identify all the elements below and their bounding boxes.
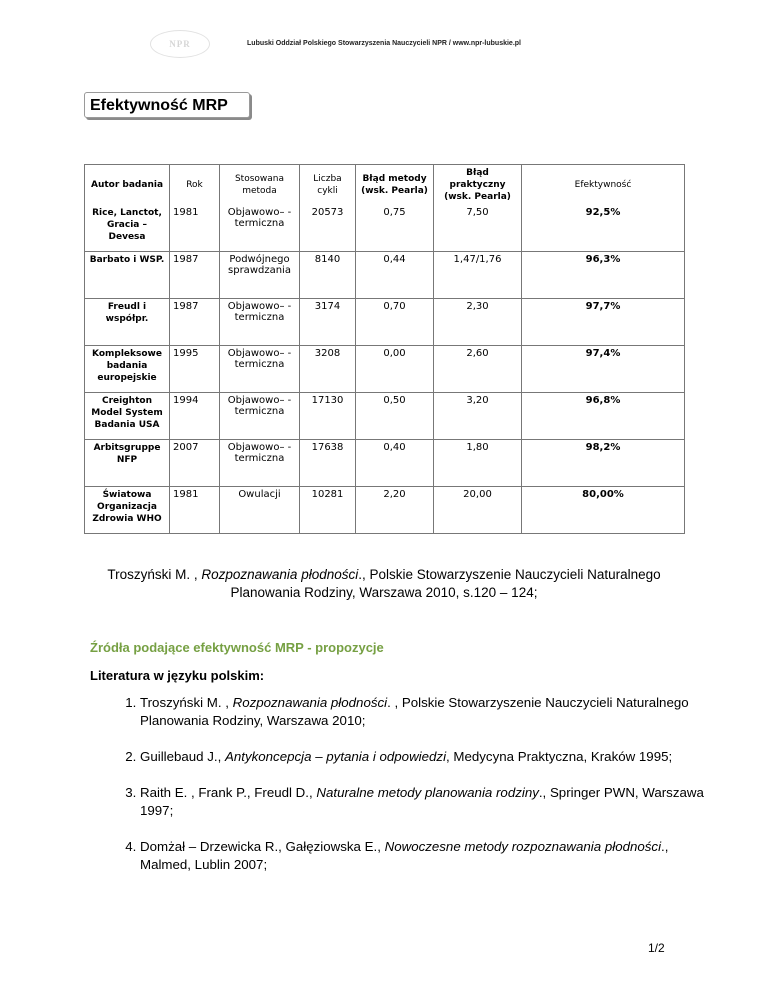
table-cell-method: Owulacji: [220, 487, 300, 534]
table-cell-practical-error: 2,30: [434, 299, 522, 346]
table-row: [85, 440, 685, 487]
table-cell-method-error: 2,20: [356, 487, 434, 534]
table-body: [85, 205, 685, 534]
table-cell-author: Kompleksowe badania europejskie: [85, 346, 170, 393]
table-cell-method: Objawowo– - termiczna: [220, 440, 300, 487]
table-row: [85, 346, 685, 393]
column-header: Błąd metody (wsk. Pearla): [356, 165, 434, 206]
table-cell-year: 1995: [170, 346, 220, 393]
citation-title: Rozpoznawania płodności: [201, 567, 359, 582]
reference-item: [140, 784, 720, 820]
table-cell-method: Objawowo– - termiczna: [220, 393, 300, 440]
page-number: 1/2: [648, 941, 665, 955]
reference-item: [140, 838, 720, 874]
table-cell-practical-error: 7,50: [434, 205, 522, 252]
table-cell-method-error: 0,44: [356, 252, 434, 299]
table-cell-year: 1987: [170, 299, 220, 346]
table-cell-cycles: 3208: [300, 346, 356, 393]
table-cell-cycles: 17638: [300, 440, 356, 487]
table-cell-efficiency: 96,8%: [522, 393, 685, 440]
table-cell-efficiency: 96,3%: [522, 252, 685, 299]
reference-authors: Domżał – Drzewicka R., Gałęziowska E.,: [140, 839, 385, 854]
table-cell-method-error: 0,40: [356, 440, 434, 487]
table-cell-practical-error: 1,47/1,76: [434, 252, 522, 299]
table-cell-method: Podwójnego sprawdzania: [220, 252, 300, 299]
column-header: Błąd praktyczny (wsk. Pearla): [434, 165, 522, 206]
reference-title: Nowoczesne metody rozpoznawania płodności: [384, 839, 662, 854]
reference-title: Naturalne metody planowania rodziny: [316, 785, 539, 800]
table-cell-cycles: 17130: [300, 393, 356, 440]
column-header: Autor badania: [85, 165, 170, 206]
reference-item: [140, 694, 720, 730]
table-cell-method: Objawowo– -termiczna: [220, 299, 300, 346]
table-row: [85, 393, 685, 440]
table-cell-practical-error: 20,00: [434, 487, 522, 534]
page-title: Efektywność MRP: [84, 92, 250, 118]
reference-authors: Raith E. , Frank P., Freudl D.,: [140, 785, 317, 800]
table-cell-efficiency: 97,4%: [522, 346, 685, 393]
citation-rest: ., Polskie Stowarzyszenie Nauczycieli Naturalnego Planowania Rodziny, Warszawa 2010, s.120 – 124;: [230, 567, 661, 600]
page-header: Lubuski Oddział Polskiego Stowarzyszenia Nauczycieli NPR / www.npr-lubuskie.pl: [247, 40, 521, 47]
table-cell-practical-error: 2,60: [434, 346, 522, 393]
table-cell-author: Creighton Model System Badania USA: [85, 393, 170, 440]
reference-details: ., Malmed, Lublin 2007;: [140, 839, 669, 872]
table-cell-method: Objawowo– - termiczna: [220, 205, 300, 252]
table-cell-cycles: 3174: [300, 299, 356, 346]
table-cell-method-error: 0,50: [356, 393, 434, 440]
references-list: [112, 694, 720, 892]
efficiency-table: [84, 164, 685, 534]
reference-authors: Troszyński M. ,: [140, 695, 233, 710]
citation-author: Troszyński M. ,: [107, 567, 202, 582]
reference-details: ., Springer PWN, Warszawa 1997;: [140, 785, 704, 818]
reference-details: . , Polskie Stowarzyszenie Nauczycieli Naturalnego Planowania Rodziny, Warszawa 2010;: [140, 695, 689, 728]
table-cell-year: 1981: [170, 205, 220, 252]
table-cell-efficiency: 80,00%: [522, 487, 685, 534]
sources-heading: Źródła podające efektywność MRP - propozycje: [90, 640, 384, 655]
table-cell-author: Freudl i współpr.: [85, 299, 170, 346]
reference-title: Antykoncepcja – pytania i odpowiedzi: [225, 749, 447, 764]
table-cell-cycles: 20573: [300, 205, 356, 252]
table-cell-author: Barbato i WSP.: [85, 252, 170, 299]
column-header: Efektywność: [522, 165, 685, 206]
table-cell-year: 1987: [170, 252, 220, 299]
reference-item: [140, 748, 720, 766]
column-header: Stosowana metoda: [220, 165, 300, 206]
table-cell-method-error: 0,00: [356, 346, 434, 393]
table-cell-author: Arbitsgruppe NFP: [85, 440, 170, 487]
table-cell-efficiency: 97,7%: [522, 299, 685, 346]
reference-authors: Guillebaud J.,: [140, 749, 226, 764]
table-cell-practical-error: 1,80: [434, 440, 522, 487]
table-row: [85, 487, 685, 534]
table-cell-efficiency: 92,5%: [522, 205, 685, 252]
table-cell-author: Światowa Organizacja Zdrowia WHO: [85, 487, 170, 534]
table-row: [85, 252, 685, 299]
header-logo: NPR: [150, 30, 210, 58]
table-cell-year: 2007: [170, 440, 220, 487]
table-cell-cycles: 10281: [300, 487, 356, 534]
citation: [84, 566, 684, 602]
table-header-row: [85, 165, 685, 206]
table-row: [85, 299, 685, 346]
table-cell-method-error: 0,75: [356, 205, 434, 252]
table-cell-efficiency: 98,2%: [522, 440, 685, 487]
table-cell-cycles: 8140: [300, 252, 356, 299]
table-cell-method: Objawowo– - termiczna: [220, 346, 300, 393]
literature-heading: Literatura w języku polskim:: [90, 668, 265, 683]
table-cell-practical-error: 3,20: [434, 393, 522, 440]
reference-details: , Medycyna Praktyczna, Kraków 1995;: [446, 749, 673, 764]
reference-title: Rozpoznawania płodności: [232, 695, 388, 710]
table-cell-method-error: 0,70: [356, 299, 434, 346]
table-cell-year: 1994: [170, 393, 220, 440]
column-header: Liczba cykli: [300, 165, 356, 206]
table-cell-author: Rice, Lanctot, Gracia – Devesa: [85, 205, 170, 252]
column-header: Rok: [170, 165, 220, 206]
table-cell-year: 1981: [170, 487, 220, 534]
table-row: [85, 205, 685, 252]
